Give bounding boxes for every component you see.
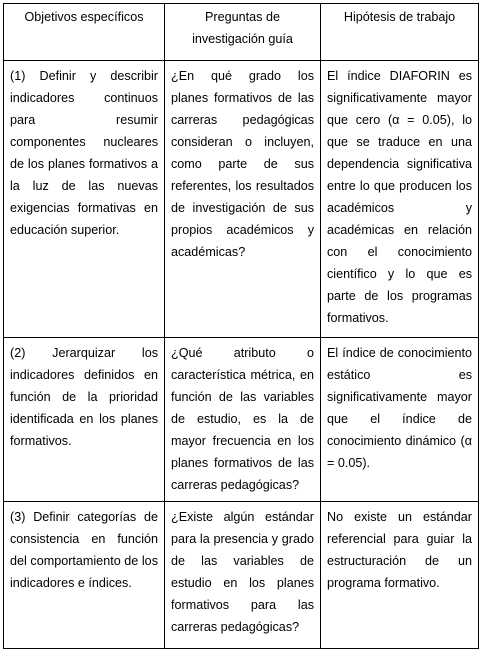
header-preguntas: Preguntas de investigación guía — [165, 4, 321, 61]
objetivo-cell: (2) Jerarquizar los indicadores definidos en función de la prioridad identificada en los planes formativos. — [4, 338, 165, 502]
table-row — [4, 61, 479, 338]
hipotesis-cell: No existe un estándar referencial para guiar la estructuración de un programa formativo. — [321, 502, 479, 649]
pregunta-cell: ¿En qué grado los planes formativos de las carreras pedagógicas consideran o incluyen, como parte de sus referentes, los resultados de investigación de sus propios académicos y académicas? — [165, 61, 321, 338]
table-row — [4, 338, 479, 502]
research-table — [3, 3, 479, 649]
pregunta-cell: ¿Existe algún estándar para la presencia y grado de las variables de estudio en los planes formativos para las carreras pedagógicas? — [165, 502, 321, 649]
hipotesis-cell: El índice DIAFORIN es significativamente mayor que cero (α = 0.05), lo que se traduce en una dependencia significativa entre lo que producen los académicos y académicas en relación con el conocimiento científico y lo que es parte de los programas formativos. — [321, 61, 479, 338]
table-row — [4, 502, 479, 649]
header-objetivos: Objetivos específicos — [4, 4, 165, 61]
header-hipotesis: Hipótesis de trabajo — [321, 4, 479, 61]
pregunta-cell: ¿Qué atributo o característica métrica, en función de las variables de estudio, es la de mayor frecuencia en los planes formativos de las carreras pedagógicas? — [165, 338, 321, 502]
objetivo-cell: (1) Definir y describir indicadores continuos para resumir componentes nucleares de los planes formativos a la luz de las nuevas exigencias formativas en educación superior. — [4, 61, 165, 338]
hipotesis-cell: El índice de conocimiento estático es significativamente mayor que el índice de conocimiento dinámico (α = 0.05). — [321, 338, 479, 502]
table-header-row — [4, 4, 479, 61]
objetivo-cell: (3) Definir categorías de consistencia en función del comportamiento de los indicadores e índices. — [4, 502, 165, 649]
